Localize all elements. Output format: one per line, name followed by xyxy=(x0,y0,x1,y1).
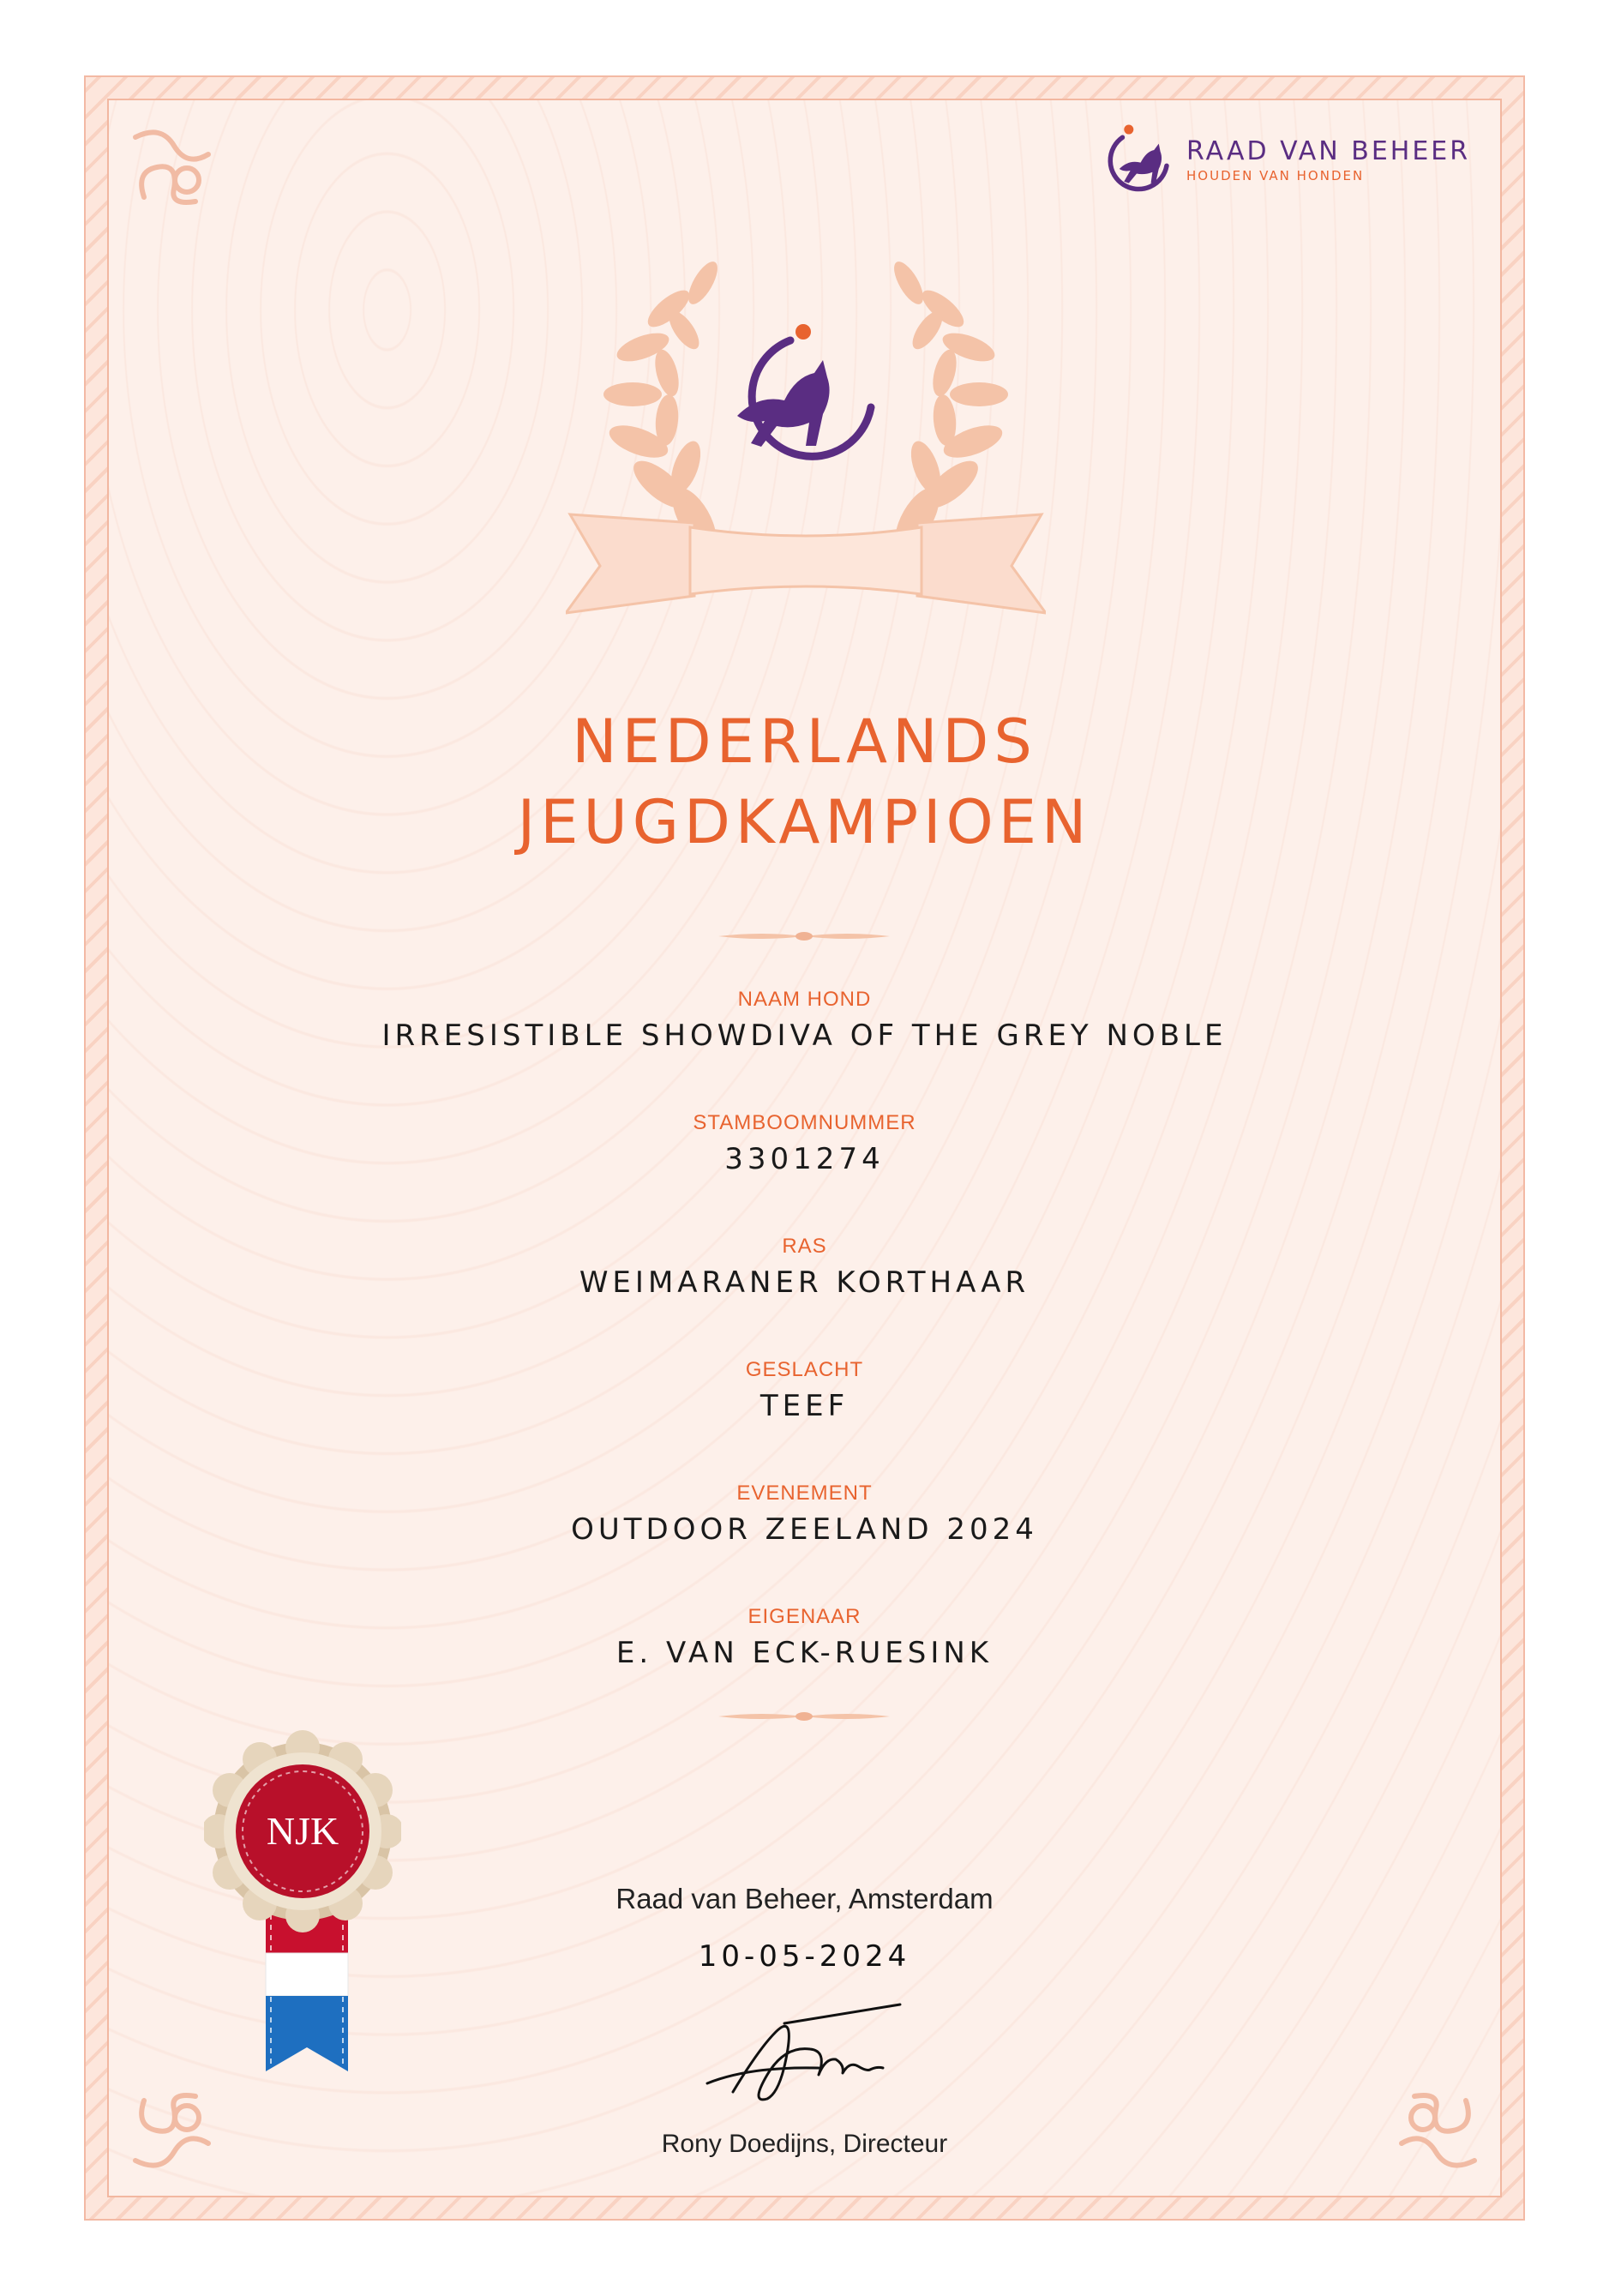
certificate-title xyxy=(0,701,1609,863)
corner-ornament-icon xyxy=(127,120,221,214)
title-line-2: JEUGDKAMPIOEN xyxy=(517,787,1092,857)
field-pedigree-number xyxy=(0,1111,1609,1176)
brand-name: RAAD VAN BEHEER xyxy=(1186,135,1471,166)
brand-tagline: HOUDEN VAN HONDEN xyxy=(1186,167,1365,183)
field-value: E. VAN ECK-RUESINK xyxy=(615,1636,994,1670)
seal-text: NJK xyxy=(266,1809,339,1853)
field-value: IRRESISTIBLE SHOWDIVA OF THE GREY NOBLE xyxy=(381,1019,1228,1053)
field-value: WEIMARANER KORTHAAR xyxy=(579,1265,1030,1300)
field-label: NAAM HOND xyxy=(737,988,872,1011)
ribbon-banner-icon xyxy=(566,514,1046,613)
dog-logo-icon xyxy=(737,324,871,456)
field-label: EIGENAAR xyxy=(747,1605,862,1628)
field-sex xyxy=(0,1358,1609,1423)
issue-date: 10-05-2024 xyxy=(698,1939,911,1974)
divider-ornament-icon xyxy=(718,1708,890,1725)
field-label: STAMBOOMNUMMER xyxy=(693,1111,916,1134)
field-value: OUTDOOR ZEELAND 2024 xyxy=(571,1512,1038,1547)
dog-logo-icon xyxy=(1097,120,1176,199)
divider-ornament-icon xyxy=(718,928,890,945)
field-value: 3301274 xyxy=(724,1142,885,1176)
issue-place: Raad van Beheer, Amsterdam xyxy=(615,1883,994,1914)
field-value: TEEF xyxy=(759,1389,850,1423)
field-dog-name xyxy=(0,988,1609,1053)
brand-logo xyxy=(1097,120,1470,199)
signature-icon xyxy=(699,1998,904,2109)
field-label: EVENEMENT xyxy=(736,1482,873,1505)
field-label: GESLACHT xyxy=(745,1358,864,1381)
field-breed xyxy=(0,1235,1609,1300)
field-event xyxy=(0,1482,1609,1547)
field-owner xyxy=(0,1605,1609,1670)
title-line-1: NEDERLANDS xyxy=(572,706,1037,777)
laurel-wreath-icon xyxy=(566,236,1046,647)
signer-name: Rony Doedijns, Directeur xyxy=(661,2130,948,2158)
field-label: RAS xyxy=(782,1235,827,1258)
